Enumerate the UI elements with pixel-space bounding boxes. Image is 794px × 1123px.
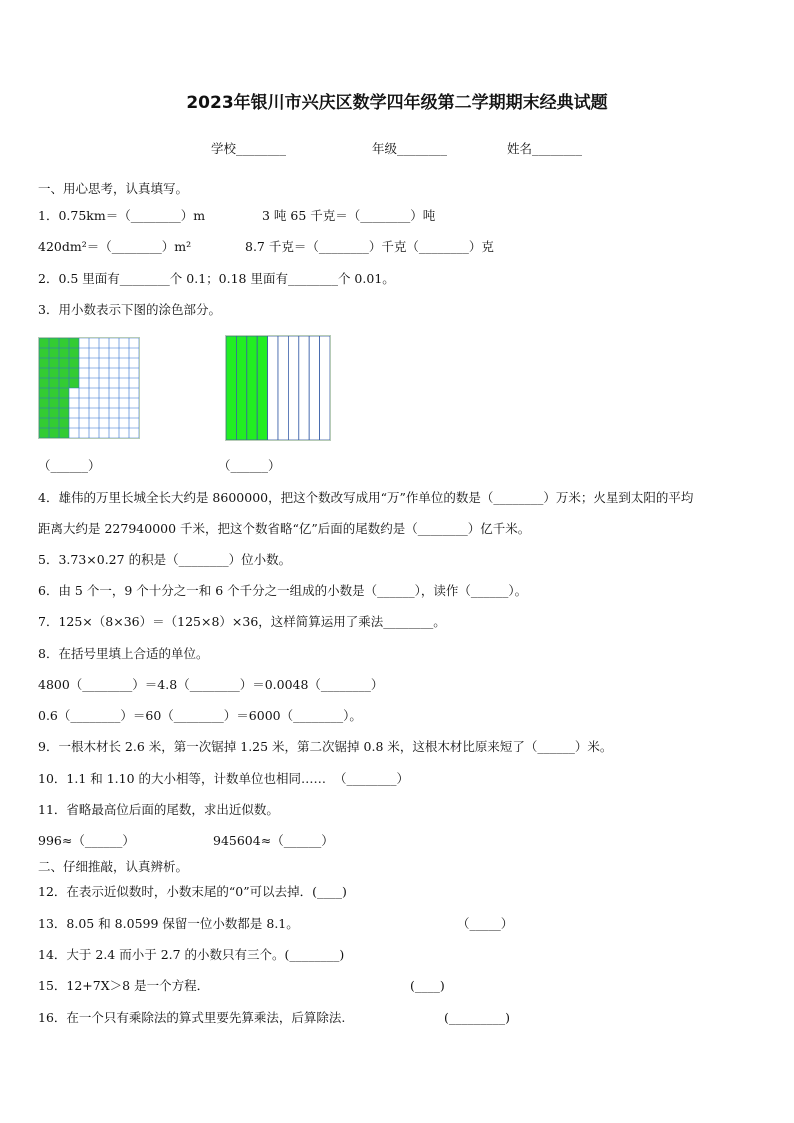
shaded-cell xyxy=(39,398,49,408)
section-1-heading: 一、用心思考，认真填写。 xyxy=(38,181,189,196)
shaded-cell xyxy=(59,418,69,428)
shaded-cell xyxy=(69,348,79,358)
question-13-answer[interactable]: （_____） xyxy=(457,916,514,931)
shaded-cell xyxy=(39,358,49,368)
shaded-cell xyxy=(69,378,79,388)
question-15: 15．12+7X＞8 是一个方程． xyxy=(38,978,210,993)
question-3b-answer[interactable]: （______） xyxy=(218,458,281,473)
strip xyxy=(268,336,278,440)
question-8b: 0.6（________）＝60（________）＝6000（________）。 xyxy=(38,708,362,723)
strip xyxy=(299,336,309,440)
strip xyxy=(288,336,298,440)
strip xyxy=(278,336,288,440)
shaded-cell xyxy=(49,338,59,348)
question-1c: 420dm²＝（________）m² xyxy=(38,239,192,254)
school-field[interactable]: 学校________ xyxy=(211,141,287,156)
shaded-cell xyxy=(49,428,59,438)
shaded-cell xyxy=(69,358,79,368)
shaded-cell xyxy=(59,398,69,408)
question-5: 5．3.73×0.27 的积是（________）位小数。 xyxy=(38,552,292,567)
strip xyxy=(320,336,330,440)
question-8a: 4800（________）＝4.8（________）＝0.0048（________） xyxy=(38,677,384,692)
shaded-cell xyxy=(49,388,59,398)
shaded-cell xyxy=(69,368,79,378)
shaded-cell xyxy=(39,348,49,358)
question-8: 8．在括号里填上合适的单位。 xyxy=(38,646,209,661)
hundred-grid-figure xyxy=(38,337,140,439)
question-1b: 3 吨 65 千克＝（________）吨 xyxy=(262,208,436,223)
strip xyxy=(309,336,319,440)
shaded-cell xyxy=(39,378,49,388)
question-9: 9．一根木材长 2.6 米，第一次锯掉 1.25 米，第二次锯掉 0.8 米，这根木材比原来短了（______）米。 xyxy=(38,739,613,754)
shaded-strip xyxy=(247,336,257,440)
question-11: 11．省略最高位后面的尾数，求出近似数。 xyxy=(38,802,279,817)
shaded-cell xyxy=(49,408,59,418)
question-12: 12．在表示近似数时，小数末尾的“0”可以去掉．(____) xyxy=(38,884,347,899)
shaded-cell xyxy=(49,358,59,368)
shaded-cell xyxy=(59,378,69,388)
shaded-cell xyxy=(49,378,59,388)
question-3: 3．用小数表示下图的涂色部分。 xyxy=(38,302,221,317)
shaded-strip xyxy=(257,336,267,440)
question-11a: 996≈（______） xyxy=(38,833,135,848)
shaded-cell xyxy=(49,418,59,428)
hundred-grid-drawing xyxy=(39,338,139,438)
shaded-cell xyxy=(59,368,69,378)
shaded-cell xyxy=(39,408,49,418)
shaded-cell xyxy=(39,338,49,348)
grade-field[interactable]: 年级________ xyxy=(372,141,448,156)
shaded-cell xyxy=(59,428,69,438)
question-3a-answer[interactable]: （______） xyxy=(38,458,101,473)
question-4-line1: 4．雄伟的万里长城全长大约是 8600000，把这个数改写成用“万”作单位的数是（________）万米；火星到太阳的平均 xyxy=(38,490,694,505)
question-16-answer[interactable]: (_________) xyxy=(444,1010,511,1025)
shaded-cell xyxy=(49,368,59,378)
tenths-strip-drawing xyxy=(226,336,330,440)
shaded-cell xyxy=(59,348,69,358)
shaded-cell xyxy=(49,348,59,358)
question-1d: 8.7 千克＝（________）千克（________）克 xyxy=(245,239,494,254)
shaded-cell xyxy=(69,338,79,348)
page-title: 2023年银川市兴庆区数学四年级第二学期期末经典试题 xyxy=(186,93,608,113)
question-1a: 1．0.75km＝（________）m xyxy=(38,208,206,223)
question-4-line2: 距离大约是 227940000 千米，把这个数省略“亿”后面的尾数约是（________）亿千米。 xyxy=(38,521,531,536)
question-10: 10．1.1 和 1.10 的大小相等，计数单位也相同…… （________） xyxy=(38,771,409,786)
question-16: 16．在一个只有乘除法的算式里要先算乘法，后算除法. xyxy=(38,1010,346,1025)
shaded-cell xyxy=(59,358,69,368)
shaded-cell xyxy=(39,388,49,398)
question-7: 7．125×（8×36）＝（125×8）×36，这样简算运用了乘法________。 xyxy=(38,614,446,629)
shaded-cell xyxy=(59,408,69,418)
tenths-strip-figure xyxy=(225,335,331,441)
shaded-cell xyxy=(39,418,49,428)
shaded-cell xyxy=(49,398,59,408)
question-2: 2．0.5 里面有________个 0.1；0.18 里面有________个 0.01。 xyxy=(38,271,395,286)
shaded-cell xyxy=(59,338,69,348)
section-2-heading: 二、仔细推敲，认真辨析。 xyxy=(38,859,189,874)
shaded-strip xyxy=(226,336,236,440)
shaded-cell xyxy=(39,428,49,438)
shaded-cell xyxy=(39,368,49,378)
question-6: 6．由 5 个一，9 个十分之一和 6 个千分之一组成的小数是（______），读作（______）。 xyxy=(38,583,528,598)
shaded-strip xyxy=(236,336,246,440)
question-15-answer[interactable]: (____) xyxy=(410,978,445,993)
question-14: 14．大于 2.4 而小于 2.7 的小数只有三个。(________) xyxy=(38,947,345,962)
question-11b: 945604≈（______） xyxy=(213,833,334,848)
shaded-cell xyxy=(59,388,69,398)
question-13: 13．8.05 和 8.0599 保留一位小数都是 8.1。 xyxy=(38,916,299,931)
name-field[interactable]: 姓名________ xyxy=(507,141,583,156)
